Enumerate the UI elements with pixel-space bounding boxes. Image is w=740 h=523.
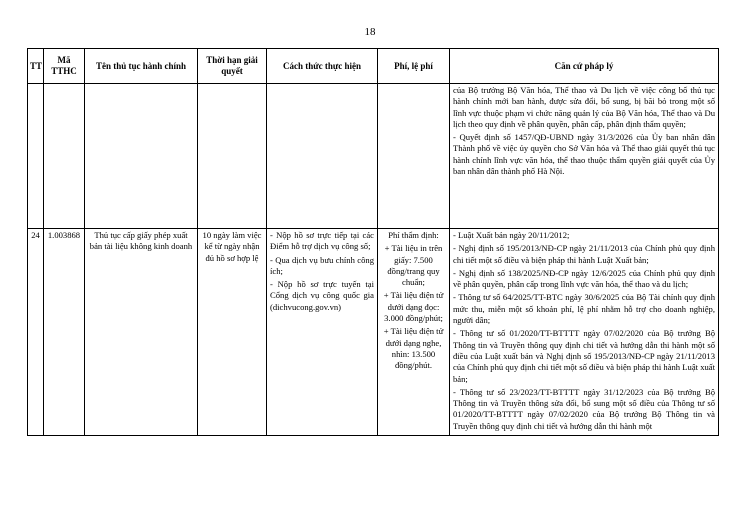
legal-item: - Thông tư số 64/2025/TT-BTC ngày 30/6/2025 của Bộ Tài chính quy định mức thu, miễn một số khoản phí, lệ phí nhằm hỗ trợ cho doanh nghiệp, người dân; <box>453 292 715 326</box>
header-deadline: Thời hạn giải quyết <box>198 49 267 84</box>
header-code: Mã TTHC <box>44 49 85 84</box>
cell-code: 1.003868 <box>44 229 85 436</box>
cell-method <box>267 229 378 436</box>
fee-item: + Tài liệu điện tử dưới dạng đọc: 3.000 đồng/phút; <box>383 290 444 324</box>
fee-item: + Tài liệu điện tử dưới dạng nghe, nhìn: 13.500 đồng/phút. <box>383 326 444 371</box>
method-item: - Nộp hồ sơ trực tuyến tại Cổng dịch vụ công quốc gia (dichvucong.gov.vn) <box>270 279 374 312</box>
legal-item: - Thông tư số 01/2020/TT-BTTTT ngày 07/02/2020 của Bộ trưởng Bộ Thông tin và Truyền thông quy định chi tiết và hướng dẫn thi hành một số điều của Luật xuất bản và Nghị định số 195/2013/NĐ-CP ngày 21/11/2013 của Chính phủ quy định chi tiết một số điều và biện pháp thi hành Luật xuất bản; <box>453 328 715 384</box>
header-method: Cách thức thực hiện <box>267 49 378 84</box>
legal-item: của Bộ trưởng Bộ Văn hóa, Thể thao và Du lịch về việc công bố thủ tục hành chính mới ban hành, được sửa đổi, bổ sung, bị bãi bỏ trong một số lĩnh vực thuộc phạm vi chức năng quản lý của Bộ Văn hóa, Thể thao và Du lịch theo quy định về phân quyền, phân cấp, phân định thẩm quyền; <box>453 85 715 129</box>
method-item: - Qua dịch vụ bưu chính công ích; <box>270 254 374 276</box>
cell-fee <box>378 84 450 229</box>
page-number: 18 <box>364 26 376 38</box>
legal-item: - Nghị định số 195/2013/NĐ-CP ngày 21/11/2013 của Chính phủ quy định chi tiết một số điều và biện pháp thi hành Luật Xuất bản; <box>453 243 715 265</box>
cell-method <box>267 84 378 229</box>
cell-tt <box>28 84 44 229</box>
header-tt: TT <box>28 49 44 84</box>
cell-tt: 24 <box>28 229 44 436</box>
cell-name <box>85 84 198 229</box>
cell-legal-basis <box>450 84 719 229</box>
cell-name: Thủ tục cấp giấy phép xuất bản tài liệu không kinh doanh <box>85 229 198 436</box>
cell-code <box>44 84 85 229</box>
header-fee: Phí, lệ phí <box>378 49 450 84</box>
legal-item: - Quyết định số 1457/QĐ-UBND ngày 31/3/2026 của Ủy ban nhân dân Thành phố về việc ủy quyền cho Sở Văn hóa và Thể thao giải quyết thủ tục hành chính lĩnh vực văn hóa, thể thao thuộc thẩm quyền giải quyết của Ủy ban nhân dân thành phố Hà Nội. <box>453 132 715 177</box>
fee-item: + Tài liệu in trên giấy: 7.500 đồng/trang quy chuẩn; <box>384 243 443 288</box>
fee-item: Phí thẩm định: <box>388 230 439 240</box>
legal-item: - Thông tư số 23/2023/TT-BTTTT ngày 31/12/2023 của Bộ trưởng Bộ Thông tin và Truyền thông sửa đổi, bổ sung một số điều của Thông tư số 01/2020/TT-BTTTT ngày 07/02/2020 của Bộ trưởng Bộ Thông tin và Truyền thông quy định chi tiết và hướng dẫn thi hành một <box>453 386 715 431</box>
legal-item: - Nghị định số 138/2025/NĐ-CP ngày 12/6/2025 của Chính phủ quy định về phân quyền, phân cấp trong lĩnh vực văn hóa, thể thao và du lịch; <box>453 267 715 290</box>
table-row-24 <box>28 229 719 436</box>
procedures-table <box>27 48 719 436</box>
legal-item: - Luật Xuất bản ngày 20/11/2012; <box>453 230 570 240</box>
header-legal-basis: Căn cứ pháp lý <box>450 49 719 84</box>
method-item: - Nộp hồ sơ trực tiếp tại các Điểm hỗ trợ dịch vụ công số; <box>270 230 374 252</box>
header-row <box>28 49 719 84</box>
cell-deadline <box>198 84 267 229</box>
cell-deadline: 10 ngày làm việc kể từ ngày nhận đủ hồ sơ hợp lệ <box>198 229 267 436</box>
header-name: Tên thủ tục hành chính <box>85 49 198 84</box>
table-row-continued <box>28 84 719 229</box>
cell-fee <box>378 229 450 436</box>
cell-legal-basis <box>450 229 719 436</box>
